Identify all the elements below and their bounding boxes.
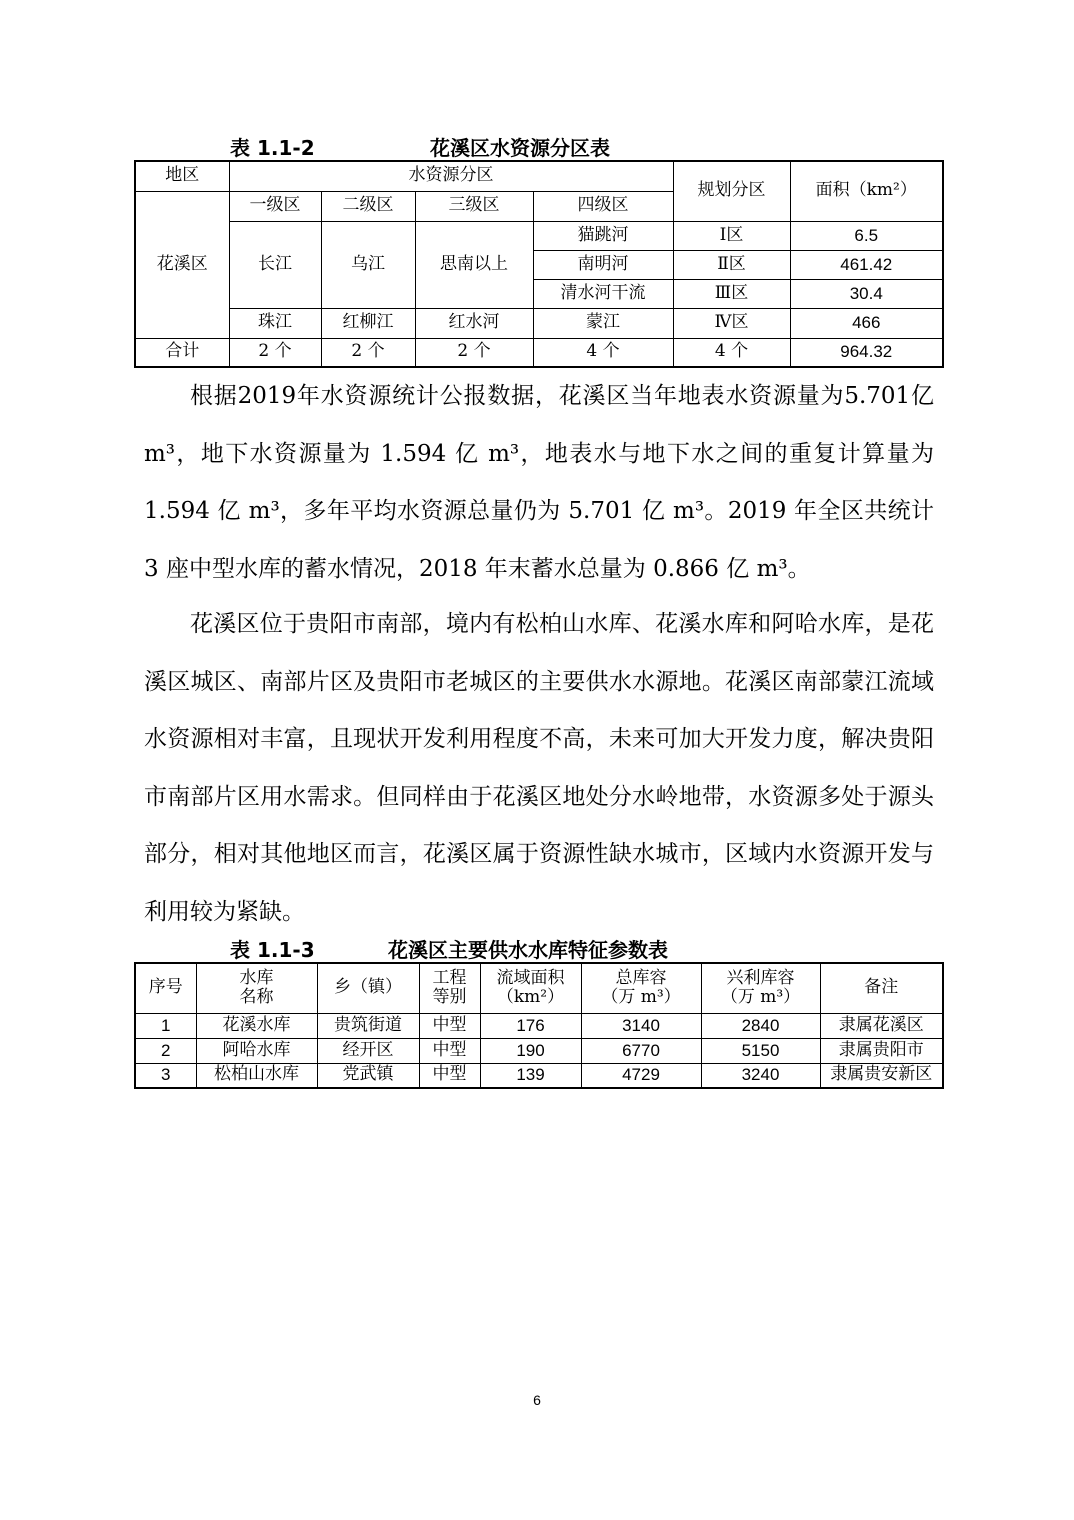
table1-title: 花溪区水资源分区表 — [430, 136, 610, 160]
area-cell: 461.42 — [790, 250, 943, 279]
area-cell: 6.5 — [790, 221, 943, 250]
header-water-zone: 水资源分区 — [229, 161, 673, 191]
level3-hongshui: 红水河 — [415, 308, 533, 338]
header-grade: 工程 等别 — [419, 963, 480, 1013]
row-note: 隶属花溪区 — [820, 1013, 943, 1038]
row-grade: 中型 — [419, 1038, 480, 1063]
table1-caption — [230, 132, 650, 158]
header-region: 地区 — [135, 161, 229, 191]
total-level2: 2 个 — [321, 338, 415, 367]
water-zone-table — [134, 160, 944, 368]
level3-sinan: 思南以上 — [415, 221, 533, 308]
total-level1: 2 个 — [229, 338, 321, 367]
table-row — [135, 1063, 943, 1088]
plan-cell: Ⅱ区 — [673, 250, 790, 279]
header-level2: 二级区 — [321, 191, 415, 221]
paragraph-reservoirs: 花溪区位于贵阳市南部，境内有松柏山水库、花溪水库和阿哈水库，是花溪区城区、南部片区及贵阳市老城区的主要供水水源地。花溪区南部蒙江流域水资源相对丰富，且现状开发利用程度不高，未来可加大开发力度，解决贵阳市南部片区用水需求。但同样由于花溪区地处分水岭地带，水资源多处于源头部分，相对其他地区而言，花溪区属于资源性缺水城市，区域内水资源开发与利用较为紧缺。 — [144, 611, 934, 925]
plan-cell: Ⅲ区 — [673, 279, 790, 308]
page-number: 6 — [533, 1392, 541, 1408]
total-level4: 4 个 — [533, 338, 673, 367]
row-basin: 139 — [480, 1063, 581, 1088]
header-total-capacity: 总库容 （万 m³） — [581, 963, 701, 1013]
level4-cell: 南明河 — [533, 250, 673, 279]
row-town: 贵筑街道 — [317, 1013, 419, 1038]
row-useful: 2840 — [701, 1013, 820, 1038]
row-grade: 中型 — [419, 1063, 480, 1088]
table1-number: 表 1.1-2 — [230, 136, 315, 160]
level2-wujiang: 乌江 — [321, 221, 415, 308]
row-capacity: 6770 — [581, 1038, 701, 1063]
row-basin: 176 — [480, 1013, 581, 1038]
level1-yangtze: 长江 — [229, 221, 321, 308]
plan-cell: Ⅳ区 — [673, 308, 790, 338]
header-plan-zone: 规划分区 — [673, 161, 790, 221]
table2-caption — [230, 934, 710, 960]
paragraph-water-stats: 根据2019年水资源统计公报数据，花溪区当年地表水资源量为5.701亿 m³，地下水资源量为 1.594 亿 m³，地表水与地下水之间的重复计算量为 1.594 亿 m³，多年平均水资源总量仍为 5.701 亿 m³。2019 年全区共统计 3 座中型水库的蓄水情况，2018 年末蓄水总量为 0.866 亿 m³。 — [144, 383, 934, 582]
table-row — [135, 1038, 943, 1063]
row-town: 经开区 — [317, 1038, 419, 1063]
row-no: 3 — [135, 1063, 196, 1088]
header-level4: 四级区 — [533, 191, 673, 221]
header-level1: 一级区 — [229, 191, 321, 221]
level2-hongliu: 红柳江 — [321, 308, 415, 338]
row-basin: 190 — [480, 1038, 581, 1063]
level4-cell: 猫跳河 — [533, 221, 673, 250]
total-plan: 4 个 — [673, 338, 790, 367]
row-no: 1 — [135, 1013, 196, 1038]
level4-cell: 清水河干流 — [533, 279, 673, 308]
level4-mengjiang: 蒙江 — [533, 308, 673, 338]
row-town: 党武镇 — [317, 1063, 419, 1088]
row-no: 2 — [135, 1038, 196, 1063]
table2-number: 表 1.1-3 — [230, 938, 315, 962]
area-cell: 466 — [790, 308, 943, 338]
header-basin-area: 流域面积 （km²） — [480, 963, 581, 1013]
row-name: 松柏山水库 — [196, 1063, 317, 1088]
total-area: 964.32 — [790, 338, 943, 367]
reservoir-table — [134, 962, 944, 1089]
row-note: 隶属贵阳市 — [820, 1038, 943, 1063]
header-useful-capacity: 兴利库容 （万 m³） — [701, 963, 820, 1013]
region-cell: 花溪区 — [135, 191, 229, 338]
level1-pearl: 珠江 — [229, 308, 321, 338]
total-level3: 2 个 — [415, 338, 533, 367]
header-name: 水库 名称 — [196, 963, 317, 1013]
row-note: 隶属贵安新区 — [820, 1063, 943, 1088]
row-grade: 中型 — [419, 1013, 480, 1038]
header-level3: 三级区 — [415, 191, 533, 221]
total-label: 合计 — [135, 338, 229, 367]
area-cell: 30.4 — [790, 279, 943, 308]
row-capacity: 4729 — [581, 1063, 701, 1088]
row-capacity: 3140 — [581, 1013, 701, 1038]
header-town: 乡（镇） — [317, 963, 419, 1013]
plan-cell: Ⅰ区 — [673, 221, 790, 250]
header-area: 面积（km²） — [790, 161, 943, 221]
header-note: 备注 — [820, 963, 943, 1013]
row-useful: 5150 — [701, 1038, 820, 1063]
table2-title: 花溪区主要供水水库特征参数表 — [388, 938, 668, 962]
table-row — [135, 1013, 943, 1038]
row-useful: 3240 — [701, 1063, 820, 1088]
row-name: 花溪水库 — [196, 1013, 317, 1038]
header-no: 序号 — [135, 963, 196, 1013]
row-name: 阿哈水库 — [196, 1038, 317, 1063]
